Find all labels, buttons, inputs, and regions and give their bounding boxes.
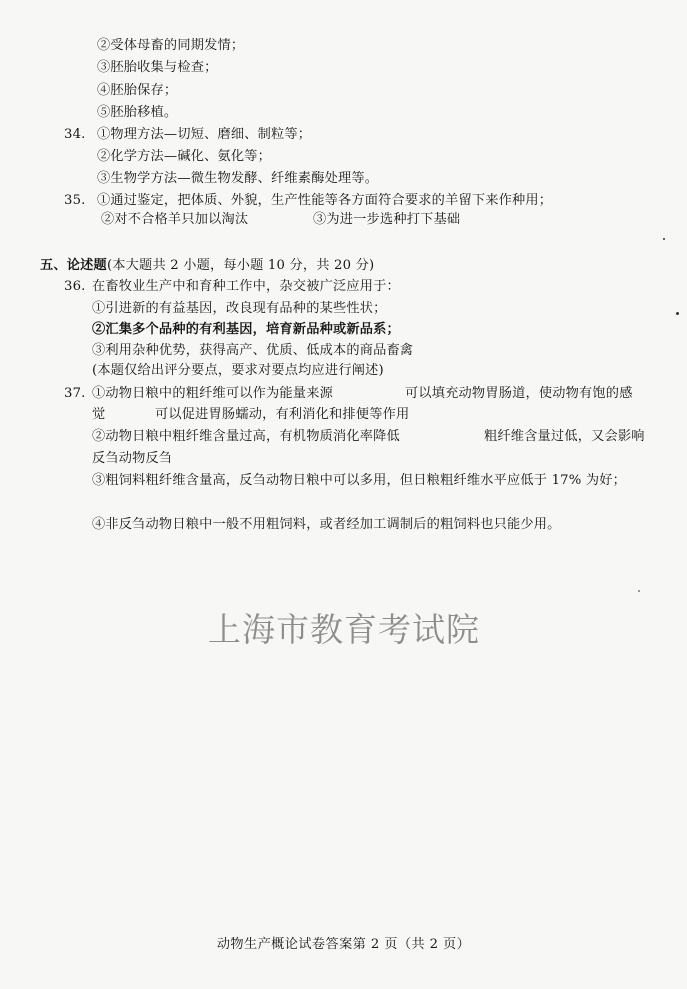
section-note: (本大题共 2 小题，每小题 10 分，共 20 分): [106, 258, 375, 273]
q37-line-3a: ②动物日粮中粗纤维含量过高，有机物质消化率降低: [92, 429, 400, 444]
q35-line-2a: ②对不合格羊只加以淘汰: [101, 212, 249, 227]
exam-authority-stamp: 上海市教育考试院: [208, 610, 480, 649]
q37-line-4: 反刍动物反刍: [92, 451, 173, 466]
q33-item-5: ⑤胚胎移植。: [97, 105, 178, 120]
q37-line-5: ③粗饲料粗纤维含量高，反刍动物日粮中可以多用，但日粮粗纤维水平应低于 17% 为好；: [92, 473, 627, 488]
section-heading: [40, 257, 374, 275]
q34-line-3: ③生物学方法—微生物发酵、纤维素酶处理等。: [97, 171, 379, 186]
q37-line-2b: 可以促进胃肠蠕动，有利消化和排便等作用: [155, 407, 410, 422]
q34-line-2: ②化学方法—碱化、氨化等；: [97, 149, 272, 164]
q35-line-2b: ③为进一步选种打下基础: [313, 212, 461, 227]
q33-item-4: ④胚胎保存；: [97, 83, 178, 98]
q37-line-1a: ①动物日粮中的粗纤维可以作为能量来源: [92, 386, 333, 401]
q37-line-1b: 可以填充动物胃肠道，使动物有饱的感: [405, 386, 633, 401]
q37-number: 37.: [64, 386, 86, 401]
q36-item-1: ①引进新的有益基因，改良现有品种的某些性状；: [92, 301, 387, 316]
scan-speck: [638, 590, 640, 592]
q34-line-1: ①物理方法—切短、磨细、制粒等；: [97, 127, 312, 142]
q35-line-1: ①通过鉴定，把体质、外貌，生产性能等各方面符合要求的羊留下来作种用；: [97, 193, 553, 208]
scan-speck: [676, 312, 679, 315]
page-footer: 动物生产概论试卷答案第 2 页（共 2 页）: [216, 937, 471, 952]
q36-item-3: ③利用杂种优势，获得高产、优质、低成本的商品畜禽: [92, 343, 414, 358]
q36-item-2: ②汇集多个品种的有利基因，培育新品种或新品系；: [92, 322, 400, 337]
q37-line-6: ④非反刍动物日粮中一般不用粗饲料，或者经加工调制后的粗饲料也只能少用。: [92, 517, 561, 532]
q37-line-3b: 粗纤维含量过低，又会影响: [484, 429, 645, 444]
section-title: 五、论述题: [40, 258, 107, 273]
q35-number: 35.: [64, 193, 86, 208]
q34-number: 34.: [64, 127, 86, 142]
q33-item-3: ③胚胎收集与检查；: [97, 60, 218, 75]
q36-note: (本题仅给出评分要点，要求对要点均应进行阐述): [92, 363, 384, 378]
q33-item-2: ②受体母畜的同期发情；: [97, 38, 245, 53]
q36-number: 36.: [64, 279, 86, 294]
q36-intro: 在畜牧业生产中和育种工作中，杂交被广泛应用于：: [92, 279, 400, 294]
q37-line-2a: 觉: [92, 407, 106, 422]
scan-speck: [663, 238, 665, 240]
